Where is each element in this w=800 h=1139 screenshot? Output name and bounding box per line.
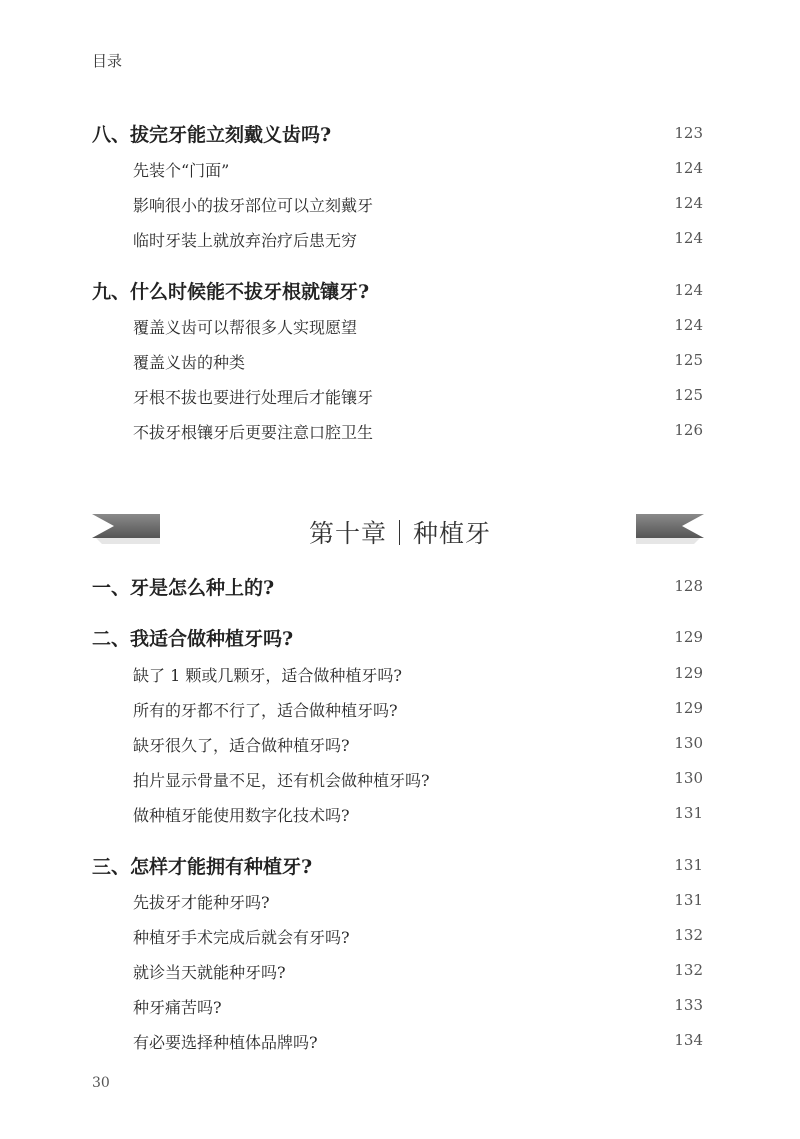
toc-section-2[interactable]	[0, 624, 800, 654]
toc-page-number: 125	[674, 351, 703, 369]
toc-entry-text: 先拔牙才能种牙吗?	[133, 893, 270, 912]
toc-page-number: 132	[674, 961, 703, 979]
toc-page-number: 131	[674, 856, 703, 874]
toc-page-number: 133	[674, 996, 703, 1014]
toc-entry-text: 临时牙装上就放弃治疗后患无穷	[133, 231, 358, 250]
toc-page-number: 130	[674, 769, 703, 787]
toc-entry-text: 缺了 1 颗或几颗牙，适合做种植牙吗?	[133, 666, 402, 685]
toc-entry-text: 覆盖义齿可以帮很多人实现愿望	[133, 318, 358, 337]
toc-page-number: 129	[674, 628, 703, 646]
toc-page-number: 126	[674, 421, 703, 439]
toc-entry-text: 牙根不拔也要进行处理后才能镶牙	[133, 388, 374, 407]
toc-item[interactable]	[0, 888, 800, 918]
toc-entry-text: 八、拔完牙能立刻戴义齿吗?	[92, 124, 332, 146]
running-header: 目录	[92, 52, 123, 70]
toc-page-number: 124	[674, 229, 703, 247]
toc-item[interactable]	[0, 348, 800, 378]
toc-item[interactable]	[0, 766, 800, 796]
toc-item[interactable]	[0, 1028, 800, 1058]
toc-entry-text: 九、什么时候能不拔牙根就镶牙?	[92, 281, 370, 303]
right-ribbon-icon	[636, 514, 704, 548]
toc-item[interactable]	[0, 801, 800, 831]
toc-entry-text: 二、我适合做种植牙吗?	[92, 628, 294, 650]
toc-entry-text: 缺牙很久了，适合做种植牙吗?	[133, 736, 350, 755]
toc-entry-text: 种植牙手术完成后就会有牙吗?	[133, 928, 350, 947]
toc-item[interactable]	[0, 313, 800, 343]
toc-item[interactable]	[0, 383, 800, 413]
toc-entry-text: 先装个“门面”	[133, 161, 230, 180]
toc-page-number: 129	[674, 664, 703, 682]
toc-page-number: 130	[674, 734, 703, 752]
toc-section-9[interactable]	[0, 277, 800, 307]
toc-section-1[interactable]	[0, 573, 800, 603]
page-number: 30	[92, 1075, 110, 1091]
toc-entry-text: 三、怎样才能拥有种植牙?	[92, 856, 313, 878]
toc-entry-text: 覆盖义齿的种类	[133, 353, 246, 372]
chapter-title[interactable]: 第十章｜种植牙	[308, 519, 491, 548]
toc-page-number: 124	[674, 316, 703, 334]
toc-section-8[interactable]	[0, 120, 800, 150]
toc-page-number: 124	[674, 159, 703, 177]
toc-entry-text: 有必要选择种植体品牌吗?	[133, 1033, 318, 1052]
toc-item[interactable]	[0, 958, 800, 988]
toc-item[interactable]	[0, 661, 800, 691]
toc-entry-text: 拍片显示骨量不足，还有机会做种植牙吗?	[133, 771, 430, 790]
toc-page-number: 125	[674, 386, 703, 404]
toc-entry-text: 种牙痛苦吗?	[133, 998, 222, 1017]
toc-page-number: 128	[674, 577, 703, 595]
toc-page-number: 134	[674, 1031, 703, 1049]
toc-entry-text: 一、牙是怎么种上的?	[92, 577, 275, 599]
toc-page-number: 132	[674, 926, 703, 944]
toc-page-number: 129	[674, 699, 703, 717]
toc-page-number: 131	[674, 891, 703, 909]
toc-item[interactable]	[0, 696, 800, 726]
toc-item[interactable]	[0, 923, 800, 953]
toc-item[interactable]	[0, 191, 800, 221]
toc-entry-text: 就诊当天就能种牙吗?	[133, 963, 286, 982]
toc-item[interactable]	[0, 418, 800, 448]
toc-page-number: 131	[674, 804, 703, 822]
toc-item[interactable]	[0, 731, 800, 761]
toc-entry-text: 影响很小的拔牙部位可以立刻戴牙	[133, 196, 374, 215]
toc-entry-text: 不拔牙根镶牙后更要注意口腔卫生	[133, 423, 374, 442]
toc-page-number: 124	[674, 281, 703, 299]
toc-page-number: 123	[674, 124, 703, 142]
chapter-heading	[0, 508, 800, 558]
toc-item[interactable]	[0, 226, 800, 256]
toc-section-3[interactable]	[0, 852, 800, 882]
toc-item[interactable]	[0, 993, 800, 1023]
toc-entry-text: 所有的牙都不行了，适合做种植牙吗?	[133, 701, 398, 720]
toc-item[interactable]	[0, 156, 800, 186]
toc-page-number: 124	[674, 194, 703, 212]
toc-entry-text: 做种植牙能使用数字化技术吗?	[133, 806, 350, 825]
